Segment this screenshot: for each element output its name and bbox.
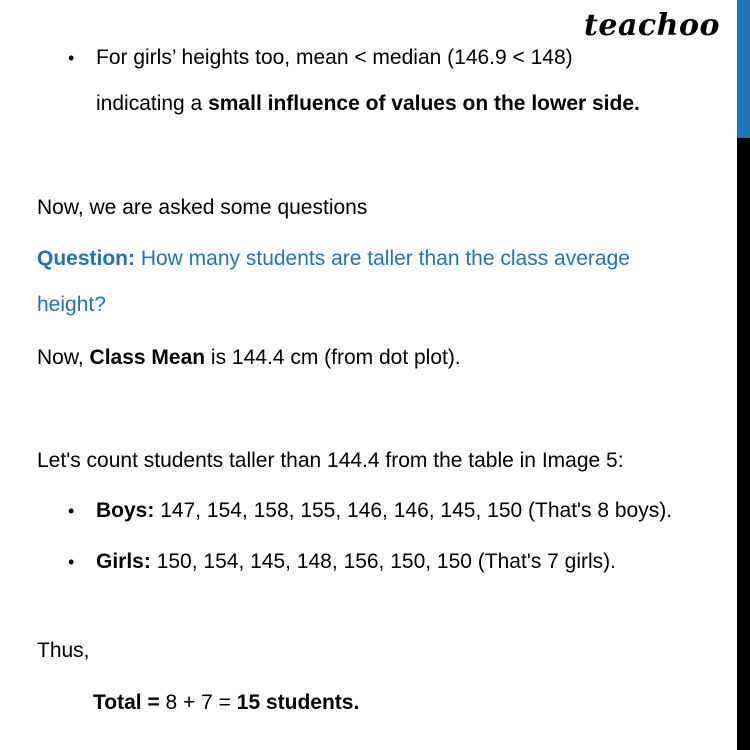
question-label: Question: <box>37 247 135 270</box>
bullet-icon: • <box>68 552 75 572</box>
question-text-line1: How many students are taller than the class average <box>135 247 630 270</box>
class-mean-suffix: is 144.4 cm (from dot plot). <box>205 346 461 369</box>
total-value: 15 <box>236 691 261 714</box>
girls-note-line2-prefix: indicating a <box>96 92 209 115</box>
girls-note-line2 <box>96 91 640 117</box>
class-mean-line <box>37 345 461 371</box>
side-accent-bar-black <box>737 138 750 750</box>
thus-text: Thus, <box>37 639 90 662</box>
total-label: Total = <box>93 691 160 714</box>
total-expression: 8 + 7 = <box>159 691 237 714</box>
girls-note-line1: For girls’ heights too, mean < median (146.9 < 148) <box>96 46 573 69</box>
girls-values: 150, 154, 145, 148, 156, 150, 150 (That's 7 girls). <box>150 550 617 573</box>
boys-label: Boys: <box>96 499 155 522</box>
side-accent-bar-blue <box>737 0 750 138</box>
total-line <box>93 690 359 716</box>
boys-values: 147, 154, 158, 155, 146, 146, 145, 150 (That's 8 boys). <box>154 499 673 522</box>
intro-text: Now, we are asked some questions <box>37 196 368 219</box>
question-line1 <box>37 246 630 272</box>
girls-line <box>96 549 616 575</box>
girls-note-line2-bold: small influence of values on the lower side. <box>208 92 640 115</box>
girls-label: Girls: <box>96 550 151 573</box>
total-unit: students. <box>260 691 360 714</box>
class-mean-bold: Class Mean <box>89 346 206 369</box>
bullet-icon: • <box>68 48 75 68</box>
teachoo-logo: teachoo <box>584 8 720 43</box>
count-intro-text: Let's count students taller than 144.4 from the table in Image 5: <box>37 449 624 472</box>
class-mean-prefix: Now, <box>37 346 90 369</box>
question-line2: height? <box>37 293 106 316</box>
bullet-icon: • <box>68 501 75 521</box>
boys-line <box>96 498 672 524</box>
